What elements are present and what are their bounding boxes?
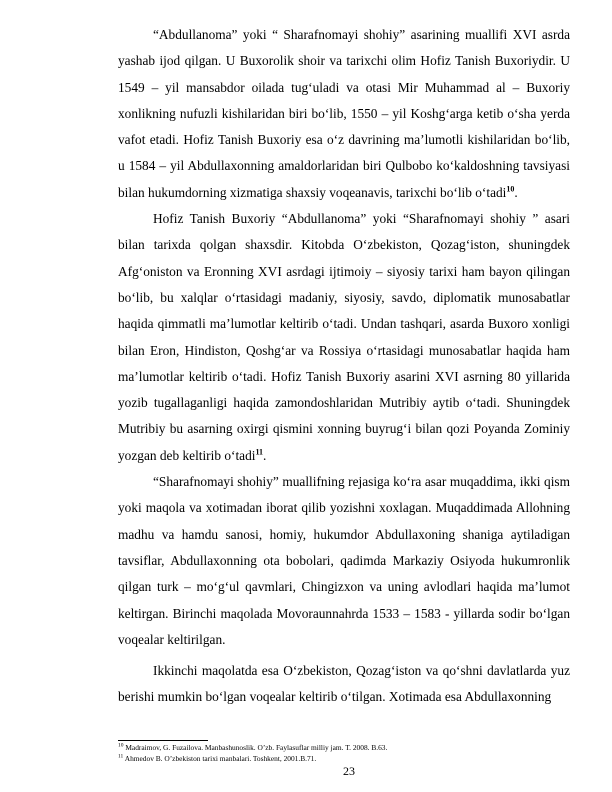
- footnote-10: [118, 743, 570, 754]
- footnote-text: Ahmedov B. O’zbekiston tarixi manbalari. Toshkent, 2001.B.71.: [124, 753, 317, 763]
- footnote-ref-11: 11: [255, 447, 264, 457]
- paragraph-3: [118, 469, 570, 653]
- paragraph-2: [118, 206, 570, 469]
- body-text: [118, 22, 570, 711]
- page-number: 23: [343, 764, 355, 778]
- footnote-text: Madraimov, G. Fuzailova. Manbashunoslik. O’zb. Faylasuflar milliy jam. T. 2008. B.63.: [125, 743, 388, 752]
- paragraph-tail: .: [514, 184, 518, 200]
- footnote-ref-10: 10: [506, 184, 515, 194]
- paragraph-text: Hofiz Tanish Buxoriy “Abdullanoma” yoki “Sharafnomayi shohiy ” asari bilan tarixda qolgan shaxsdir. Kitobda O‘zbekiston, Qozag‘iston, shuningdek Afg‘oniston va Eronning XVI asrdagi ijtimoiy – siyosiy tarixi ham bayon qilingan bo‘lib, bu xalqlar o‘rtasidagi madaniy, siyosiy, savdo, diplomatik munosabatlar haqida qimmatli ma’lumotlar keltirib o‘tadi. Undan tashqari, asarda Buxoro xonligi bilan Eron, Hindiston, Qoshg‘ar va Rossiya o‘rtasidagi munosabatlar haqida ham ma’lumotlar keltirib o‘tadi. Hofiz Tanish Buxoriy asarini XVI asrning 80 yillarida yozib tugallaganligi haqida zamondoshlaridan Mutribiy aytib o‘tadi. Shuningdek Mutribiy bu asarning oxirgi qismini xonning buyrug‘i bilan qozi Poyanda Zominiy yozgan deb keltirib o‘tadi: [118, 211, 570, 463]
- paragraph-4: [118, 658, 570, 711]
- paragraph-text: Ikkinchi maqolatda esa O‘zbekiston, Qozag‘iston va qo‘shni davlatlarda yuz berishi mumkin bo‘lgan voqealar keltirib o‘tilgan. Xotimada esa Abdullaxonning: [118, 663, 570, 705]
- footnote-number: 10: [118, 742, 124, 749]
- paragraph-tail: .: [263, 447, 267, 463]
- paragraph-text: “Sharafnomayi shohiy” muallifning rejasiga ko‘ra asar muqaddima, ikki qism yoki maqola va xotimadan iborat qilib yozishni xoxlagan. Muqaddimada Allohning madhu va hamdu sanosi, homiy, hukumdor Abdullaxoning shaniga aytiladigan tavsiflar, Abdullaxonning ota bobolari, qadimda Markaziy Osiyoda hukumronlik qilgan turk – mo‘g‘ul qavmlari, Chingizxon va uning avlodlari haqida ma’lumot keltirgan. Birinchi maqolada Movoraunnahrda 1533 – 1583 - yillarda sodir bo‘lgan voqealar keltirilgan.: [118, 474, 570, 647]
- footnotes: [118, 743, 570, 764]
- footnote-separator: [118, 740, 208, 741]
- paragraph-1: [118, 22, 570, 206]
- footnote-11: [118, 754, 570, 765]
- paragraph-text: “Abdullanoma” yoki “ Sharafnomayi shohiy” asarining muallifi XVI asrda yashab ijod qilgan. U Buxorolik shoir va tarixchi olim Hofiz Tanish Buxoriydir. U 1549 – yil mansabdor oilada tug‘uladi va otasi Mir Muhammad al – Buxoriy xonlikning nufuzli kishilaridan biri bo‘lib, 1550 – yil Koshg‘arga ketib o‘sha yerda vafot etadi. Hofiz Tanish Buxoriy esa o‘z davrining ma’lumotli kishilaridan bo‘lib, u 1584 – yil Abdullaxonning amaldorlaridan biri Qulbobo ko‘kaldoshning tavsiyasi bilan hukumdorning xizmatiga shaxsiy voqeanavis, tarixchi bo‘lib o‘tadi: [118, 27, 570, 200]
- footnote-number: 11: [118, 753, 124, 760]
